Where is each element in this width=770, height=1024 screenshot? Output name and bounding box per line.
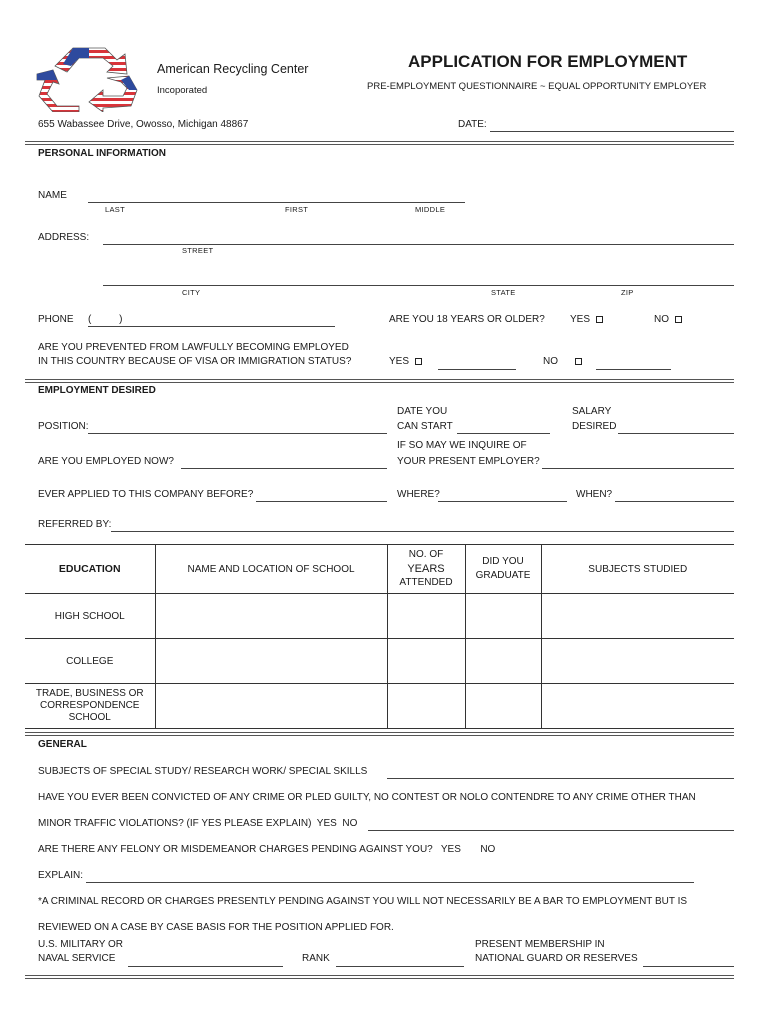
header-years: [387, 545, 465, 594]
when-label: WHEN?: [576, 489, 613, 500]
education-table: [25, 544, 734, 729]
header-years-line3: ATTENDED: [399, 577, 453, 588]
guard-label-1: PRESENT MEMBERSHIP IN: [475, 939, 605, 950]
name-field[interactable]: [88, 202, 465, 203]
name-middle-caption: MIDDLE: [415, 205, 446, 214]
applied-before-label: EVER APPLIED TO THIS COMPANY BEFORE?: [38, 489, 254, 500]
age-yes-option[interactable]: [570, 314, 603, 325]
special-study-label: SUBJECTS OF SPECIAL STUDY/ RESEARCH WORK/ SPECIAL SKILLS: [38, 766, 368, 777]
salary-label-2: DESIRED: [572, 421, 617, 432]
visa-question-line2: IN THIS COUNTRY BECAUSE OF VISA OR IMMIGRATION STATUS?: [38, 356, 352, 367]
military-field[interactable]: [128, 966, 283, 967]
convicted-explain-field[interactable]: [368, 830, 734, 831]
explain-label: EXPLAIN:: [38, 870, 84, 881]
referred-by-label: REFERRED BY:: [38, 519, 112, 530]
trade-name-cell[interactable]: [155, 684, 387, 729]
high-school-name-cell[interactable]: [155, 594, 387, 639]
high-school-graduate-cell[interactable]: [465, 594, 541, 639]
row-label-high-school: HIGH SCHOOL: [25, 594, 155, 639]
special-study-field[interactable]: [387, 778, 734, 779]
street-field[interactable]: [103, 244, 734, 245]
table-row: [25, 684, 734, 729]
salary-field[interactable]: [618, 433, 734, 434]
trade-subjects-cell[interactable]: [541, 684, 734, 729]
phone-label: PHONE: [38, 314, 74, 325]
visa-yes-option[interactable]: [389, 356, 422, 367]
high-school-subjects-cell[interactable]: [541, 594, 734, 639]
where-label: WHERE?: [397, 489, 440, 500]
zip-caption: ZIP: [621, 288, 634, 297]
header-years-line1: NO. OF: [408, 549, 444, 560]
date-start-label-2: CAN START: [397, 421, 453, 432]
trade-line1: TRADE, BUSINESS OR: [35, 688, 144, 699]
city-state-zip-field[interactable]: [103, 285, 734, 286]
section-title-personal: PERSONAL INFORMATION: [38, 148, 166, 159]
state-caption: STATE: [491, 288, 516, 297]
header-years-line2: YEARS: [407, 563, 445, 575]
date-start-label-1: DATE YOU: [397, 406, 448, 417]
name-first-caption: FIRST: [285, 205, 309, 214]
section-title-general: GENERAL: [38, 739, 87, 750]
high-school-years-cell[interactable]: [387, 594, 465, 639]
header-graduate-line1: DID YOU: [482, 556, 524, 567]
where-field[interactable]: [438, 501, 567, 502]
trade-years-cell[interactable]: [387, 684, 465, 729]
phone-area-code: ( ): [88, 314, 123, 325]
military-label-2: NAVAL SERVICE: [38, 953, 116, 964]
convicted-question-line1: HAVE YOU EVER BEEN CONVICTED OF ANY CRIME OR PLED GUILTY, NO CONTEST OR NOLO CONTENDRE TO ANY CRIME OTHER THAN: [38, 792, 696, 803]
header-school: NAME AND LOCATION OF SCHOOL: [155, 545, 387, 594]
visa-yes-label: YES: [389, 356, 410, 367]
divider: [25, 732, 734, 736]
name-label: NAME: [38, 190, 67, 201]
rank-field[interactable]: [336, 966, 464, 967]
page-subtitle: PRE-EMPLOYMENT QUESTIONNAIRE ~ EQUAL OPPORTUNITY EMPLOYER: [367, 81, 707, 92]
disclaimer-line1: *A CRIMINAL RECORD OR CHARGES PRESENTLY PENDING AGAINST YOU WILL NOT NECESSARILY BE A BAR TO EMPLOYMENT BUT IS: [38, 896, 688, 907]
company-sub: Incoporated: [157, 85, 208, 96]
divider: [25, 379, 734, 383]
position-label: POSITION:: [38, 421, 89, 432]
date-start-field[interactable]: [457, 433, 550, 434]
pending-question: ARE THERE ANY FELONY OR MISDEMEANOR CHARGES PENDING AGAINST YOU? YES NO: [38, 844, 496, 855]
visa-no-checkbox[interactable]: [575, 358, 582, 365]
trade-line3: SCHOOL: [68, 712, 111, 723]
age-yes-checkbox[interactable]: [596, 316, 603, 323]
inquire-label-2: YOUR PRESENT EMPLOYER?: [397, 456, 540, 467]
military-label-1: U.S. MILITARY OR: [38, 939, 124, 950]
table-row: [25, 639, 734, 684]
trade-line2: CORRESPONDENCE: [40, 700, 140, 711]
row-label-college: COLLEGE: [25, 639, 155, 684]
header-education: EDUCATION: [25, 545, 155, 594]
name-last-caption: LAST: [105, 205, 125, 214]
company-address: 655 Wabassee Drive, Owosso, Michigan 48867: [38, 119, 249, 130]
table-row: [25, 594, 734, 639]
date-field[interactable]: [490, 131, 734, 132]
company-name: American Recycling Center: [157, 62, 309, 76]
visa-yes-field[interactable]: [438, 369, 516, 370]
explain-field[interactable]: [86, 882, 694, 883]
college-name-cell[interactable]: [155, 639, 387, 684]
city-caption: CITY: [182, 288, 201, 297]
header-graduate-line2: GRADUATE: [475, 570, 531, 581]
guard-label-2: NATIONAL GUARD OR RESERVES: [475, 953, 638, 964]
salary-label-1: SALARY: [572, 406, 612, 417]
trade-graduate-cell[interactable]: [465, 684, 541, 729]
header-subjects: SUBJECTS STUDIED: [541, 545, 734, 594]
recycle-flag-icon: [33, 44, 141, 112]
rank-label: RANK: [302, 953, 330, 964]
visa-no-label: NO: [543, 356, 558, 367]
section-title-employment: EMPLOYMENT DESIRED: [38, 385, 156, 396]
age-no-option[interactable]: [654, 314, 682, 325]
divider: [25, 141, 734, 145]
visa-no-field[interactable]: [596, 369, 671, 370]
street-caption: STREET: [182, 246, 214, 255]
inquire-label-1: IF SO MAY WE INQUIRE OF: [397, 440, 527, 451]
address-label: ADDRESS:: [38, 232, 90, 243]
visa-question-line1: ARE YOU PREVENTED FROM LAWFULLY BECOMING EMPLOYED: [38, 342, 349, 353]
employed-now-field[interactable]: [181, 468, 387, 469]
phone-field[interactable]: [88, 326, 335, 327]
table-header-row: [25, 545, 734, 594]
company-logo: [33, 44, 141, 112]
referred-by-field[interactable]: [111, 531, 734, 532]
employed-now-label: ARE YOU EMPLOYED NOW?: [38, 456, 174, 467]
guard-field[interactable]: [643, 966, 734, 967]
visa-yes-checkbox[interactable]: [415, 358, 422, 365]
header-graduate: [465, 545, 541, 594]
age-no-checkbox[interactable]: [675, 316, 682, 323]
disclaimer-line2: REVIEWED ON A CASE BY CASE BASIS FOR THE POSITION APPLIED FOR.: [38, 922, 394, 933]
date-label: DATE:: [458, 119, 487, 130]
age-yes-label: YES: [570, 314, 591, 325]
position-field[interactable]: [88, 433, 387, 434]
divider: [25, 975, 734, 979]
when-field[interactable]: [615, 501, 734, 502]
age-no-label: NO: [654, 314, 669, 325]
age-question: ARE YOU 18 YEARS OR OLDER?: [389, 314, 545, 325]
college-graduate-cell[interactable]: [465, 639, 541, 684]
college-subjects-cell[interactable]: [541, 639, 734, 684]
college-years-cell[interactable]: [387, 639, 465, 684]
convicted-question-line2: MINOR TRAFFIC VIOLATIONS? (IF YES PLEASE EXPLAIN) YES NO: [38, 818, 358, 829]
visa-no-option[interactable]: [543, 356, 582, 367]
page-title: APPLICATION FOR EMPLOYMENT: [408, 52, 688, 71]
inquire-field[interactable]: [542, 468, 734, 469]
row-label-trade: [25, 684, 155, 729]
applied-before-field[interactable]: [256, 501, 387, 502]
